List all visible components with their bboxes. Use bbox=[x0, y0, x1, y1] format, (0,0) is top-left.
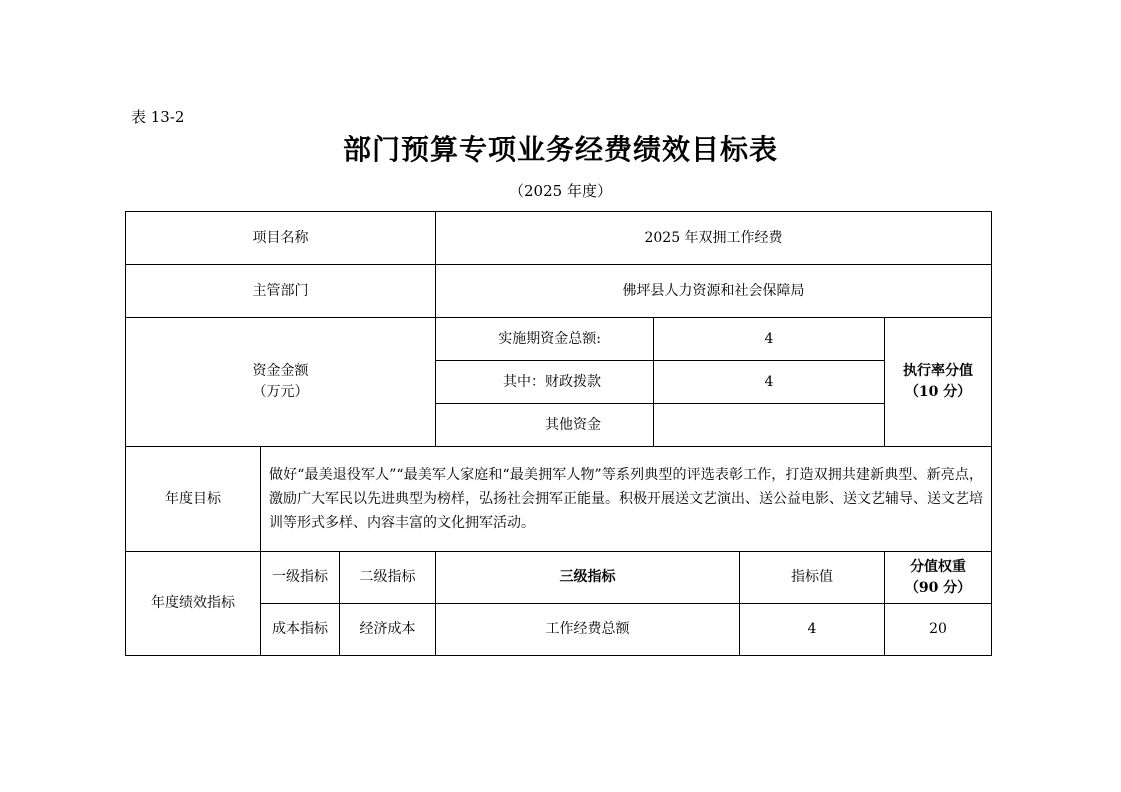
header-level1: 一级指标 bbox=[261, 552, 340, 604]
indicator-value: 4 bbox=[740, 604, 885, 656]
funds-fiscal-label: 其中：财政拨款 bbox=[436, 361, 654, 404]
project-name-value: 2025 年双拥工作经费 bbox=[436, 212, 992, 265]
funds-label-line1: 资金金额 bbox=[252, 363, 309, 379]
funds-other-value bbox=[654, 404, 885, 447]
funds-total-label: 实施期资金总额: bbox=[436, 318, 654, 361]
header-level3: 三级指标 bbox=[436, 552, 740, 604]
funds-fiscal-value: 4 bbox=[654, 361, 885, 404]
project-name-label: 项目名称 bbox=[126, 212, 436, 265]
indicator-level2: 经济成本 bbox=[340, 604, 436, 656]
execution-rate-line1: 执行率分值 bbox=[903, 363, 974, 379]
header-weight-line2: （90 分） bbox=[904, 579, 972, 596]
execution-rate-score bbox=[885, 318, 992, 447]
indicator-level3: 工作经费总额 bbox=[436, 604, 740, 656]
performance-target-table bbox=[125, 211, 992, 656]
table-number: 表 13-2 bbox=[131, 108, 185, 126]
header-weight-line1: 分值权重 bbox=[910, 558, 967, 575]
header-value: 指标值 bbox=[740, 552, 885, 604]
header-weight bbox=[885, 552, 992, 604]
indicator-weight: 20 bbox=[885, 604, 992, 656]
row-department bbox=[126, 265, 992, 318]
header-level2: 二级指标 bbox=[340, 552, 436, 604]
row-annual-goal bbox=[126, 447, 992, 552]
fiscal-year: （2025 年度） bbox=[509, 182, 612, 200]
funds-total-value: 4 bbox=[654, 318, 885, 361]
funds-label bbox=[126, 318, 436, 447]
funds-other-label: 其他资金 bbox=[436, 404, 654, 447]
department-value: 佛坪县人力资源和社会保障局 bbox=[436, 265, 992, 318]
annual-goal-label: 年度目标 bbox=[126, 447, 261, 552]
execution-rate-line2: （10 分） bbox=[904, 384, 972, 400]
department-label: 主管部门 bbox=[126, 265, 436, 318]
indicator-level1: 成本指标 bbox=[261, 604, 340, 656]
indicators-label: 年度绩效指标 bbox=[126, 552, 261, 656]
row-funds-total bbox=[126, 318, 992, 361]
funds-label-line2: （万元） bbox=[252, 384, 309, 400]
annual-goal-text: 做好“最美退役军人”“最美军人家庭和“最美拥军人物”等系列典型的评选表彰工作，打造双拥共建新典型、新亮点，激励广大军民以先进典型为榜样，弘扬社会拥军正能量。积极开展送文艺演出、送公益电影、送文艺辅导、送文艺培训等形式多样、内容丰富的文化拥军活动。 bbox=[261, 447, 992, 552]
row-project-name bbox=[126, 212, 992, 265]
page-title: 部门预算专项业务经费绩效目标表 bbox=[342, 133, 778, 166]
row-indicator-headers bbox=[126, 552, 992, 604]
